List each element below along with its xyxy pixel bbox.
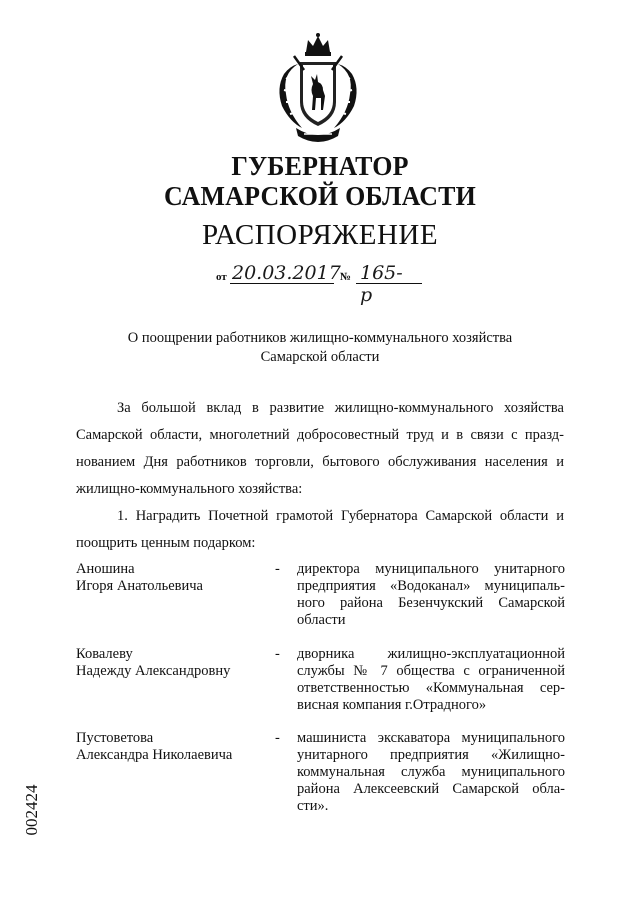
- recipient-description-line: службы № 7 общества с ограниченной: [297, 663, 565, 679]
- subject-line-1: О поощрении работников жилищно-коммунального хозяйства: [127, 330, 513, 346]
- handwritten-number: 165-р: [360, 262, 403, 306]
- date-prefix: от: [216, 271, 227, 283]
- number-prefix: №: [340, 271, 352, 283]
- recipient-description-line: ного района Безенчукский Самарской: [297, 595, 565, 611]
- recipient-description-line: дворника жилищно-эксплуатационной: [297, 646, 565, 662]
- recipient-surname: Аношина: [76, 561, 135, 577]
- paragraph-line: жилищно-коммунального хозяйства:: [76, 481, 303, 497]
- recipient-description-line: ответственностью «Коммунальная сер-: [297, 680, 565, 696]
- samara-coat-of-arms-emblem: [276, 30, 360, 148]
- recipient-description-line: директора муниципального унитарного: [297, 561, 565, 577]
- handwritten-date: 20.03.2017: [232, 262, 341, 284]
- recipient-dash: -: [275, 646, 280, 662]
- document-type-title: РАСПОРЯЖЕНИЕ: [201, 219, 439, 251]
- recipient-surname: Пустоветова: [76, 730, 154, 746]
- recipient-surname: Ковалеву: [76, 646, 133, 662]
- paragraph-line: За большой вклад в развитие жилищно-коммунального хозяйства: [117, 400, 564, 416]
- recipient-description-line: машиниста экскаватора муниципального: [297, 730, 565, 746]
- recipient-description-line: сти».: [297, 798, 329, 814]
- recipient-given-names: Игоря Анатольевича: [76, 578, 203, 594]
- recipient-description-line: коммунальная служба муниципального: [297, 764, 565, 780]
- recipient-given-names: Александра Николаевича: [76, 747, 233, 763]
- recipient-description-line: висная компания г.Отрадного»: [297, 697, 487, 713]
- recipient-description-line: предприятия «Водоканал» муниципаль-: [297, 578, 565, 594]
- paragraph-line: нованием Дня работников торговли, бытового обслуживания населения и: [76, 454, 564, 470]
- item-1-line: 1. Наградить Почетной грамотой Губернатора Самарской области и: [117, 508, 564, 524]
- item-1-line: поощрить ценным подарком:: [76, 535, 256, 551]
- archive-number-stamp: [20, 770, 44, 850]
- recipient-description-line: района Алексеевский Самарской обла-: [297, 781, 565, 797]
- recipient-dash: -: [275, 561, 280, 577]
- paragraph-line: Самарской области, многолетний добросовестный труд и в связи с празд-: [76, 427, 564, 443]
- recipient-description-line: области: [297, 612, 346, 628]
- subject-line-2: Самарской области: [260, 349, 380, 365]
- recipient-given-names: Надежду Александровну: [76, 663, 231, 679]
- authority-title-line-1: ГУБЕРНАТОР: [231, 151, 409, 181]
- archive-number: 002424: [22, 784, 41, 836]
- recipient-description-line: унитарного предприятия «Жилищно-: [297, 747, 565, 763]
- recipient-dash: -: [275, 730, 280, 746]
- authority-title-line-2: САМАРСКОЙ ОБЛАСТИ: [164, 181, 476, 211]
